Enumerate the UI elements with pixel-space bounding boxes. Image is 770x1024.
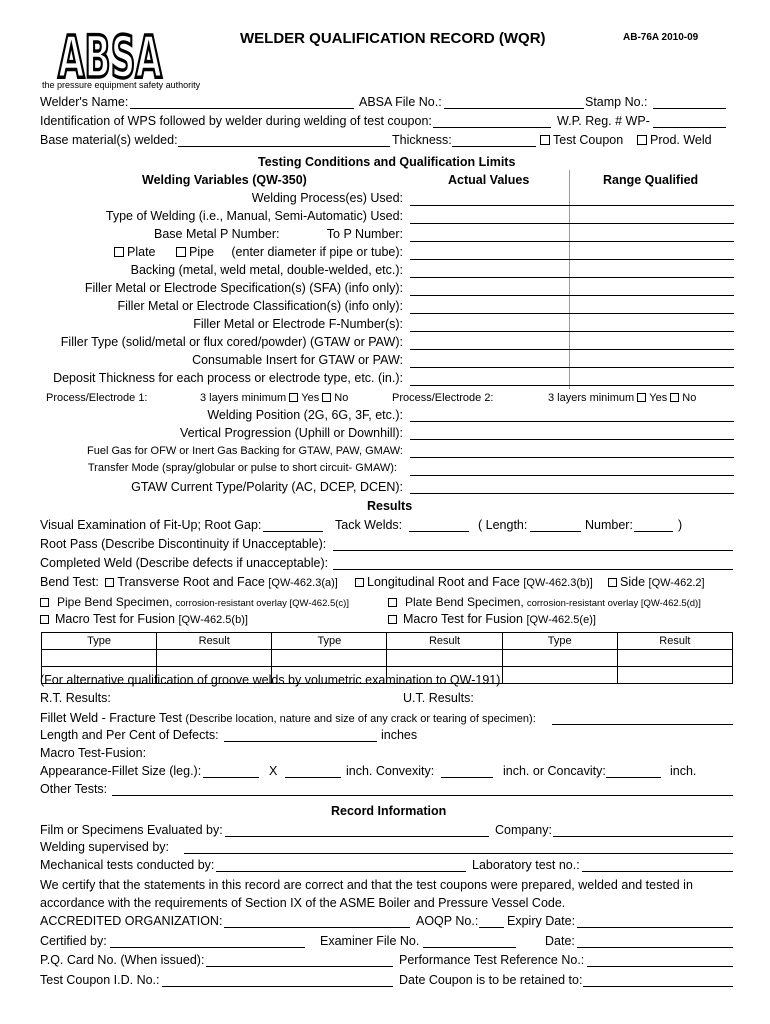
appearance-label: Appearance-Fillet Size (leg.): — [40, 764, 202, 778]
table-header: Result — [617, 633, 732, 650]
variable-label: Deposit Thickness for each process or electrode type, etc. (in.): — [53, 371, 403, 385]
completed-label: Completed Weld (Describe defects if unacceptable): — [40, 556, 329, 570]
macro-fusion-label: Macro Test for Fusion — [403, 612, 523, 626]
wps-id-field[interactable] — [433, 127, 551, 128]
certify-line-2: accordance with the requirements of Section IX of the ASME Boiler and Pressure Vessel Code. — [40, 896, 566, 910]
perf-ref-label: Performance Test Reference No.: — [399, 953, 585, 967]
variable-label: Backing (metal, weld metal, double-welded, etc.): — [130, 263, 403, 277]
variable-label: Welding Process(es) Used: — [251, 191, 403, 205]
macro-fusion-option-2 — [388, 612, 596, 626]
supervised-field[interactable] — [184, 853, 733, 854]
completed-field[interactable] — [333, 569, 733, 570]
plate-bend-label: Plate Bend Specimen, — [405, 595, 524, 609]
longitudinal-option — [355, 575, 593, 589]
length-field[interactable] — [530, 531, 581, 532]
variable-label: Consumable Insert for GTAW or PAW: — [192, 353, 403, 367]
expiry-field[interactable] — [577, 927, 733, 928]
welders-name-label: Welder's Name: — [40, 95, 129, 109]
variable-label: To P Number: — [326, 227, 403, 241]
transverse-label: Transverse Root and Face — [117, 575, 265, 589]
col-range-header: Range Qualified — [603, 173, 699, 187]
pq-label: P.Q. Card No. (When issued): — [40, 953, 205, 967]
record-heading: Record Information — [331, 804, 447, 818]
side-ref: [QW-462.2] — [648, 577, 705, 589]
date-field[interactable] — [577, 947, 733, 948]
root-pass-label: Root Pass (Describe Discontinuity if Unacceptable): — [40, 537, 327, 551]
side-label: Side — [620, 575, 646, 589]
company-field[interactable] — [553, 836, 733, 837]
table-row — [42, 650, 733, 667]
rt-label: R.T. Results: — [40, 691, 111, 705]
convexity-label: inch. Convexity: — [346, 764, 435, 778]
svg-text:ABSA: ABSA — [58, 24, 163, 84]
close-paren: ) — [678, 518, 683, 532]
alt-qualification: (For alternative qualification of groove welds by volumetric examination to QW-191) — [40, 673, 501, 687]
plate-label: Plate — [127, 245, 156, 259]
date-label: Date: — [545, 934, 575, 948]
wps-id-label: Identification of WPS followed by welder during welding of test coupon: — [40, 114, 432, 128]
number-label: Number: — [585, 518, 633, 532]
stamp-no-label: Stamp No.: — [585, 95, 648, 109]
plate-option[interactable] — [114, 245, 156, 259]
table-cell[interactable] — [157, 650, 272, 667]
ut-label: U.T. Results: — [403, 691, 474, 705]
actual-value-field[interactable] — [410, 475, 734, 476]
length-pct-label: Length and Per Cent of Defects: — [40, 728, 219, 742]
pipe-bend-note: corrosion-resistant overlay [QW-462.5(c)] — [175, 598, 349, 609]
base-material-field[interactable] — [178, 146, 390, 147]
pipe-option[interactable] — [176, 245, 214, 259]
bend-test-label: Bend Test: — [40, 575, 99, 589]
macro-label: Macro Test-Fusion: — [40, 746, 147, 760]
table-cell[interactable] — [387, 650, 502, 667]
prod-weld-checkbox[interactable] — [637, 135, 647, 145]
x-label: X — [269, 764, 278, 778]
no-label: No — [334, 392, 349, 404]
table-header: Result — [157, 633, 272, 650]
results-heading: Results — [367, 499, 413, 513]
actual-value-field[interactable] — [410, 457, 734, 458]
concavity-label: inch. or Concavity: — [503, 764, 606, 778]
supervised-label: Welding supervised by: — [40, 840, 170, 854]
table-cell[interactable] — [502, 667, 617, 684]
mechanical-label: Mechanical tests conducted by: — [40, 858, 215, 872]
company-label: Company: — [495, 823, 552, 837]
stamp-no-field[interactable] — [653, 108, 726, 109]
pipe-bend-option — [40, 595, 349, 609]
variable-label: Filler Type (solid/metal or flux cored/powder) (GTAW or PAW): — [60, 335, 403, 349]
variable-label: Welding Position (2G, 6G, 3F, etc.): — [207, 408, 403, 422]
mechanical-field[interactable] — [216, 871, 466, 872]
logo-tagline: the pressure equipment safety authority — [42, 80, 201, 90]
wp-reg-label: W.P. Reg. # WP- — [557, 114, 650, 128]
test-coupon-label: Test Coupon — [553, 133, 624, 147]
no-checkbox-1[interactable] — [322, 393, 331, 402]
fillet-field[interactable] — [552, 724, 733, 725]
actual-value-field[interactable] — [410, 349, 734, 350]
side-option — [608, 575, 705, 589]
plate-bend-note: corrosion-resistant overlay [QW-462.5(d)] — [526, 598, 701, 609]
examiner-field[interactable] — [423, 947, 516, 948]
variable-label: GTAW Current Type/Polarity (AC, DCEP, DCEN): — [131, 480, 403, 494]
longitudinal-checkbox[interactable] — [355, 578, 364, 587]
table-header: Type — [502, 633, 617, 650]
date-retained-field[interactable] — [583, 986, 733, 987]
actual-value-field[interactable] — [410, 205, 734, 206]
variable-label: Filler Metal or Electrode Classification(s) (info only): — [117, 299, 403, 313]
length-pct-field[interactable] — [224, 741, 377, 742]
macro-fusion-checkbox-2[interactable] — [388, 615, 397, 624]
variable-label: Vertical Progression (Uphill or Downhill): — [180, 426, 403, 440]
plate-bend-option — [388, 595, 701, 609]
film-label: Film or Specimens Evaluated by: — [40, 823, 223, 837]
absa-logo-graphic — [56, 24, 166, 84]
longitudinal-label: Longitudinal Root and Face — [367, 575, 520, 589]
macro-fusion-ref: [QW-462.5(b)] — [178, 614, 248, 626]
other-tests-field[interactable] — [112, 795, 733, 796]
table-header-row — [42, 633, 733, 650]
yes-label: Yes — [649, 392, 668, 404]
thickness-label: Thickness: — [392, 133, 452, 147]
variable-label: Filler Metal or Electrode Specification(s) (SFA) (info only): — [84, 281, 403, 295]
table-cell[interactable] — [272, 650, 387, 667]
layers-min-label: 3 layers minimum — [200, 392, 287, 404]
absa-file-field[interactable] — [444, 108, 584, 109]
length-label: ( Length: — [478, 518, 528, 532]
macro-fusion-ref: [QW-462.5(e)] — [526, 614, 596, 626]
yes-checkbox-2[interactable] — [637, 393, 646, 402]
lab-label: Laboratory test no.: — [472, 858, 580, 872]
tack-field[interactable] — [409, 531, 469, 532]
fillet-row — [40, 711, 536, 725]
certified-field[interactable] — [110, 947, 305, 948]
layers-min-2 — [548, 392, 696, 404]
accredited-field[interactable] — [224, 927, 410, 928]
actual-value-field[interactable] — [410, 241, 734, 242]
actual-value-field[interactable] — [410, 313, 734, 314]
actual-value-field[interactable] — [410, 223, 734, 224]
actual-value-field[interactable] — [410, 421, 734, 422]
pipe-label: Pipe — [189, 245, 215, 259]
variable-label: Base Metal P Number: — [154, 227, 280, 241]
concavity-field[interactable] — [606, 777, 661, 778]
side-checkbox[interactable] — [608, 578, 617, 587]
form-title: WELDER QUALIFICATION RECORD (WQR) — [240, 30, 546, 47]
test-coupon-option[interactable] — [540, 133, 623, 147]
table-header: Result — [387, 633, 502, 650]
variable-label: (enter diameter if pipe or tube): — [231, 245, 403, 259]
base-material-label: Base material(s) welded: — [40, 133, 178, 147]
accredited-label: ACCREDITED ORGANIZATION: — [40, 914, 223, 928]
table-cell[interactable] — [617, 667, 732, 684]
no-checkbox-2[interactable] — [670, 393, 679, 402]
film-field[interactable] — [225, 836, 489, 837]
macro-fusion-option-1 — [40, 612, 248, 626]
yes-checkbox-1[interactable] — [289, 393, 298, 402]
absa-file-label: ABSA File No.: — [359, 95, 442, 109]
process2-label: Process/Electrode 2: — [392, 392, 494, 404]
prod-weld-option[interactable] — [637, 133, 712, 147]
column-divider — [569, 170, 570, 389]
perf-ref-field[interactable] — [587, 966, 733, 967]
expiry-label: Expiry Date: — [507, 914, 576, 928]
variable-label: Type of Welding (i.e., Manual, Semi-Automatic) Used: — [105, 209, 403, 223]
transverse-checkbox[interactable] — [105, 578, 114, 587]
actual-value-field[interactable] — [410, 295, 734, 296]
longitudinal-ref: [QW-462.3(b)] — [523, 577, 593, 589]
pipe-checkbox[interactable] — [176, 247, 186, 257]
thickness-field[interactable] — [452, 146, 536, 147]
transverse-ref: [QW-462.3(a)] — [268, 577, 338, 589]
welders-name-field[interactable] — [130, 108, 354, 109]
process1-label: Process/Electrode 1: — [46, 392, 148, 404]
table-header: Type — [42, 633, 157, 650]
actual-value-field[interactable] — [410, 367, 734, 368]
certified-label: Certified by: — [40, 934, 107, 948]
pq-field[interactable] — [206, 966, 393, 967]
table-cell[interactable] — [617, 650, 732, 667]
plate-bend-checkbox[interactable] — [388, 598, 397, 607]
testing-heading: Testing Conditions and Qualification Limits — [258, 155, 516, 169]
wp-reg-field[interactable] — [653, 127, 726, 128]
plate-checkbox[interactable] — [114, 247, 124, 257]
coupon-id-label: Test Coupon I.D. No.: — [40, 973, 160, 987]
form-number: AB-76A 2010-09 — [623, 32, 699, 43]
number-field[interactable] — [634, 531, 673, 532]
examiner-label: Examiner File No. — [320, 934, 420, 948]
layers-min-1 — [200, 392, 348, 404]
variable-label: Transfer Mode (spray/globular or pulse to short circuit- GMAW): — [87, 462, 397, 474]
no-label: No — [682, 392, 697, 404]
date-retained-label: Date Coupon is to be retained to: — [399, 973, 583, 987]
fillet-label: Fillet Weld - Fracture Test — [40, 711, 182, 725]
actual-value-field[interactable] — [410, 331, 734, 332]
prod-weld-label: Prod. Weld — [650, 133, 712, 147]
variable-label: Filler Metal or Electrode F-Number(s): — [193, 317, 403, 331]
col-actual-header: Actual Values — [448, 173, 530, 187]
actual-value-field[interactable] — [410, 439, 734, 440]
absa-logo — [56, 24, 166, 84]
actual-value-field[interactable] — [410, 259, 734, 260]
fillet-note: (Describe location, nature and size of any crack or tearing of specimen): — [185, 713, 536, 725]
visual-label: Visual Examination of Fit-Up; Root Gap: — [40, 518, 262, 532]
bend-test-row — [40, 575, 338, 589]
table-cell[interactable] — [42, 650, 157, 667]
pipe-bend-label: Pipe Bend Specimen, — [57, 595, 173, 609]
test-coupon-checkbox[interactable] — [540, 135, 550, 145]
table-header: Type — [272, 633, 387, 650]
convexity-field[interactable] — [441, 777, 493, 778]
table-cell[interactable] — [502, 650, 617, 667]
layers-min-label: 3 layers minimum — [548, 392, 635, 404]
leg-field-1[interactable] — [203, 777, 259, 778]
leg-field-2[interactable] — [285, 777, 341, 778]
root-gap-field[interactable] — [263, 531, 323, 532]
aoqp-field[interactable] — [479, 927, 504, 928]
macro-fusion-label: Macro Test for Fusion — [55, 612, 175, 626]
lab-field[interactable] — [582, 871, 733, 872]
tack-label: Tack Welds: — [335, 518, 403, 532]
inches-label: inches — [381, 728, 418, 742]
yes-label: Yes — [301, 392, 320, 404]
coupon-id-field[interactable] — [162, 986, 393, 987]
actual-value-field[interactable] — [410, 385, 734, 386]
col-variables-header: Welding Variables (QW-350) — [142, 173, 307, 187]
pipe-bend-checkbox[interactable] — [40, 598, 49, 607]
root-pass-field[interactable] — [333, 550, 733, 551]
certify-line-1: We certify that the statements in this record are correct and that the test coupons were prepared, welded and tested in — [40, 878, 693, 892]
actual-value-field[interactable] — [410, 277, 734, 278]
other-tests-label: Other Tests: — [40, 782, 108, 796]
aoqp-label: AOQP No.: — [416, 914, 479, 928]
inch-end-label: inch. — [670, 764, 697, 778]
macro-fusion-checkbox-1[interactable] — [40, 615, 49, 624]
actual-value-field[interactable] — [410, 493, 734, 494]
variable-label: Fuel Gas for OFW or Inert Gas Backing for GTAW, PAW, GMAW: — [86, 445, 403, 457]
